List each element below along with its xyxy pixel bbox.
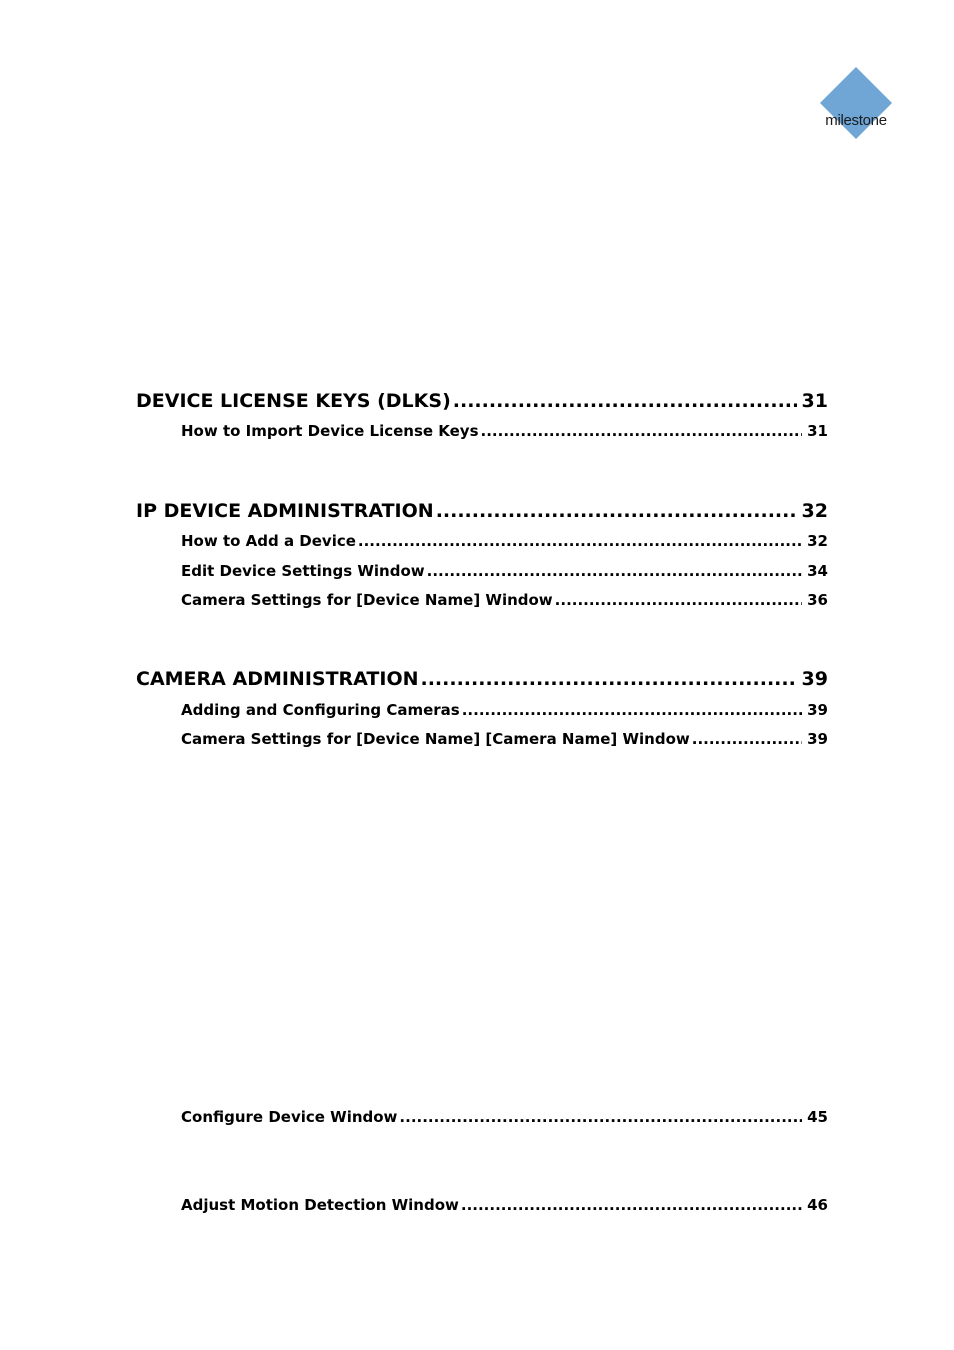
toc-entry-title: DEVICE LICENSE KEYS (DLKS) (136, 390, 451, 412)
toc-entry-title: Adjust Motion Detection Window (181, 1196, 459, 1214)
toc-entry-title: Configure Device Window (181, 1108, 398, 1126)
toc-entry-title: How to Import Device License Keys (181, 422, 479, 440)
toc-entry-title: CAMERA ADMINISTRATION (136, 668, 419, 690)
toc-entry-page: 45 (807, 1108, 828, 1126)
toc-dot-leader (453, 390, 797, 412)
toc-entry-title: Camera Settings for [Device Name] [Camera Name] Window (181, 730, 690, 748)
toc-entry-page: 31 (801, 390, 828, 412)
toc-entry-import-device-license-keys[interactable] (181, 422, 828, 444)
toc-entry-page: 36 (807, 591, 828, 609)
toc-entry-title: How to Add a Device (181, 532, 356, 550)
toc-entry-title: Camera Settings for [Device Name] Window (181, 591, 553, 609)
toc-entry-camera-settings-device-camera-window[interactable] (181, 730, 828, 752)
toc-dot-leader (461, 1196, 802, 1214)
toc-entry-page: 39 (807, 701, 828, 719)
toc-entry-adding-configuring-cameras[interactable] (181, 701, 828, 723)
toc-entry-page: 34 (807, 562, 828, 580)
toc-dot-leader (358, 532, 802, 550)
toc-entry-ip-device-administration[interactable] (136, 500, 828, 526)
toc-entry-title: IP DEVICE ADMINISTRATION (136, 500, 434, 522)
logo-wordmark: milestone (825, 112, 887, 129)
toc-dot-leader (436, 500, 797, 522)
toc-entry-device-license-keys[interactable] (136, 390, 828, 416)
toc-entry-edit-device-settings-window[interactable] (181, 562, 828, 584)
toc-dot-leader (462, 701, 802, 719)
toc-entry-page: 39 (801, 668, 828, 690)
toc-dot-leader (427, 562, 802, 580)
toc-entry-camera-administration[interactable] (136, 668, 828, 694)
toc-entry-page: 32 (807, 532, 828, 550)
toc-dot-leader (481, 422, 803, 440)
toc-entry-adjust-motion-detection-window[interactable] (181, 1196, 828, 1218)
toc-entry-page: 46 (807, 1196, 828, 1214)
toc-dot-leader (555, 591, 802, 609)
toc-dot-leader (421, 668, 797, 690)
toc-dot-leader (692, 730, 802, 748)
toc-entry-camera-settings-device-window[interactable] (181, 591, 828, 613)
toc-entry-page: 39 (807, 730, 828, 748)
milestone-logo (818, 66, 894, 140)
toc-entry-configure-device-window[interactable] (181, 1108, 828, 1130)
toc-entry-page: 32 (801, 500, 828, 522)
toc-entry-title: Adding and Configuring Cameras (181, 701, 460, 719)
toc-entry-add-device[interactable] (181, 532, 828, 554)
toc-entry-title: Edit Device Settings Window (181, 562, 425, 580)
toc-entry-page: 31 (807, 422, 828, 440)
toc-dot-leader (399, 1108, 802, 1126)
